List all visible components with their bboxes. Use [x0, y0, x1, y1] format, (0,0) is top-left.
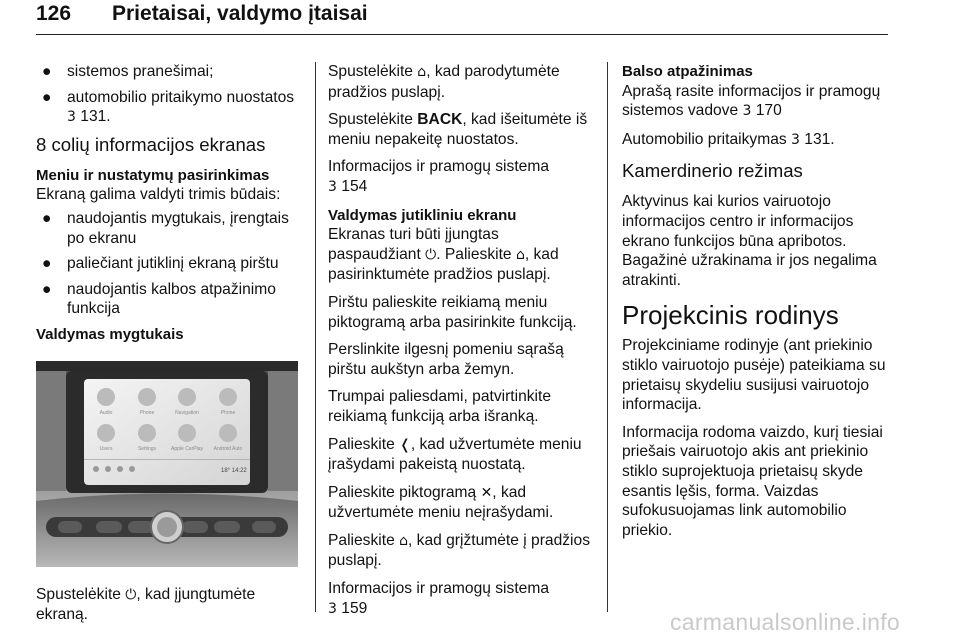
settings-icon	[138, 424, 157, 452]
svg-text:Phone: Phone	[139, 409, 155, 416]
paragraph: Palieskite piktogramą ✕, kad užvertumėte meniu neįrašydami.	[328, 483, 554, 522]
paragraph: Informacija rodoma vaizdo, kurį tiesiai priešais vairuotojo akis ant priekinio stiklo suprojektuoja prietaisų skyde esantis lęšis, forma. Vaizdas sufokusuojamas link automobilio priekio.	[622, 423, 883, 539]
page-title: Prietaisai, valdymo įtaisai	[112, 2, 368, 25]
close-icon: ✕	[480, 484, 493, 501]
back-chevron-icon: ❬	[399, 436, 411, 453]
paragraph: Projekciniame rodinyje (ant priekinio stiklo vairuotojo pusėje) pateikiama su prietaisų skydeliu susijusi vairuotojo informacija.	[622, 337, 886, 414]
list-item: ● sistemos pranešimai;	[42, 63, 214, 80]
paragraph: Informacijos ir pramogų sistema 3 154	[328, 158, 549, 195]
paragraph: Aprašą rasite informacijos ir pramogų sistemos vadove 3 170	[622, 82, 881, 120]
paragraph: Palieskite ❬, kad užvertumėte meniu įrašydami pakeistą nuostatą.	[328, 435, 582, 474]
subheading: Balso atpažinimas	[622, 63, 753, 80]
paragraph: Perslinkite ilgesnį pomeniu sąrašą pirštu aukštyn arba žemyn.	[328, 341, 564, 378]
reference-arrow-icon: 3	[742, 103, 752, 120]
power-icon: ⏻	[425, 246, 437, 263]
section-heading: 8 colių informacijos ekranas	[36, 133, 266, 155]
audio-icon	[97, 388, 115, 416]
svg-text:Navigation: Navigation	[175, 409, 199, 416]
paragraph: Ekranas turi būti įjungtas paspaudžiant ⏻. Palieskite ⌂, kad pasirinktumėte pradžios puslapį.	[328, 226, 559, 284]
list-item: ● paliečiant jutiklinį ekraną pirštu	[42, 255, 279, 273]
power-icon: ⏻	[125, 586, 137, 603]
bullet-list	[36, 209, 304, 319]
paragraph: Automobilio pritaikymas 3 131.	[622, 130, 835, 148]
column-3	[622, 62, 892, 548]
page-header	[36, 2, 368, 26]
display-clock: 18° 14:22	[221, 467, 247, 474]
column-1	[36, 62, 304, 633]
reference-arrow-icon: 3	[328, 600, 337, 617]
section-heading: Kamerdinerio režimas	[622, 160, 803, 182]
subheading: Meniu ir nustatymų pasirinkimas	[36, 166, 270, 184]
home-icon: ⌂	[515, 246, 525, 263]
reference-arrow-icon: 3	[791, 131, 800, 148]
svg-text:Android Auto: Android Auto	[213, 445, 243, 452]
watermark: carmanualsonline.info	[669, 609, 900, 635]
paragraph: Informacijos ir pramogų sistema 3 159	[328, 580, 549, 617]
home-icon: ⌂	[399, 532, 408, 549]
paragraph: Spustelėkite ⌂, kad parodytumėte pradžios puslapį.	[328, 63, 560, 101]
home-icon: ⌂	[417, 64, 427, 80]
svg-text:Settings: Settings	[137, 445, 157, 452]
column-2	[328, 62, 590, 627]
paragraph: Palieskite ⌂, kad grįžtumėte į pradžios puslapį.	[328, 531, 590, 570]
infotainment-display-photo	[36, 361, 298, 567]
paragraph: Spustelėkite ⏻, kad įjungtumėte ekraną.	[36, 585, 256, 624]
list-item: ● naudojantis mygtukais, įrengtais po ekranu	[42, 209, 289, 247]
svg-text:Phone: Phone	[220, 409, 236, 416]
section-heading: Projekcinis rodinys	[622, 300, 839, 331]
paragraph: Pirštu palieskite reikiamą meniu piktogramą arba pasirinkite funkciją.	[328, 293, 577, 331]
svg-text:Users: Users	[99, 445, 113, 452]
svg-text:Audio: Audio	[99, 409, 113, 416]
phone-projection-icon	[219, 388, 237, 416]
header-rule	[36, 34, 888, 35]
page-number: 126	[36, 2, 72, 25]
column-divider	[315, 62, 316, 612]
paragraph: Aktyvinus kai kurios vairuotojo informacijos centro ir informacijos ekrano funkcijos būna apribotos. Bagažinė užrakinama ir jos negalima atrakinti.	[622, 193, 877, 289]
paragraph: Trumpai paliesdami, patvirtinkite reikiamą funkciją arba išranką.	[328, 388, 552, 425]
column-divider	[607, 62, 608, 612]
list-item: ● automobilio pritaikymo nuostatos 3 131.	[42, 88, 295, 126]
reference-arrow-icon: 3	[67, 109, 76, 126]
bullet-list	[36, 62, 304, 128]
users-icon	[97, 424, 115, 452]
subheading: Valdymas jutikliniu ekranu	[328, 206, 517, 224]
svg-text:Apple CarPlay: Apple CarPlay	[171, 445, 203, 452]
subheading: Valdymas mygtukais	[36, 325, 184, 343]
list-item: ● naudojantis kalbos atpažinimo funkcija	[42, 280, 276, 318]
paragraph: Spustelėkite BACK, kad išeitumėte iš meniu nepakeitę nuostatos.	[328, 111, 588, 148]
phone-icon	[138, 388, 156, 416]
reference-arrow-icon: 3	[328, 178, 337, 195]
paragraph: Ekraną galima valdyti trimis būdais:	[36, 186, 281, 204]
back-label: BACK	[417, 111, 463, 129]
